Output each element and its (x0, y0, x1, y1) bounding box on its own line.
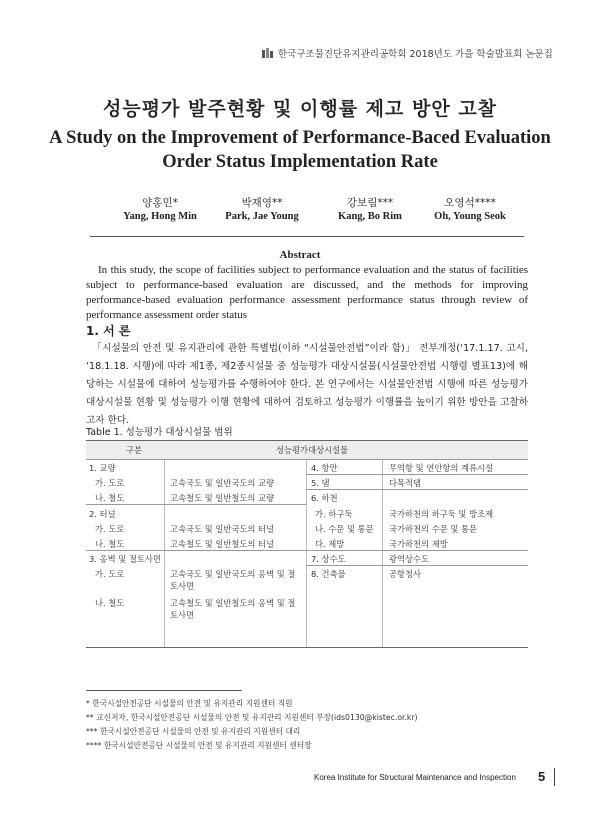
page-number-bar (554, 768, 555, 786)
journal-name: 한국구조물진단유지관리공학회 2018년도 가을 학술발표회 논문집 (278, 49, 553, 60)
facility-table (86, 440, 528, 648)
author (400, 196, 540, 224)
footnote: ** 교신저자, 한국시설안전공단 시설물의 안전 및 유지관리 지원센터 부장(ids0130@kistec.or.kr) (86, 713, 418, 722)
footnote: *** 한국시설안전공단 시설물의 안전 및 유지관리 지원센터 대리 (86, 727, 301, 736)
author-name-ko: 양홍민* (142, 197, 178, 209)
author-name-ko: 강보림*** (346, 197, 394, 209)
table-cell: 나. 철도 (95, 493, 125, 503)
author-name-ko: 오영석**** (444, 197, 496, 209)
author-name-en: Kang, Bo Rim (338, 211, 402, 222)
table-cell: 가. 도로 (95, 478, 125, 488)
section-heading: 1. 서 론 (86, 324, 131, 338)
table-cell: 가. 하구둑 (315, 509, 353, 519)
table-cell: 4. 항만 (311, 463, 338, 473)
divider (90, 236, 524, 237)
table-cell: 가. 도로 (95, 524, 125, 534)
author-name-en: Yang, Hong Min (123, 211, 197, 222)
table-cell: 광역상수도 (389, 554, 430, 564)
table-cell: 2. 터널 (89, 509, 116, 519)
table-cell: 고속철도 및 일반철도의 교량 (170, 493, 275, 503)
table-cell: 나. 철도 (95, 539, 125, 549)
table-header: 성능평가대상시설물 (276, 445, 349, 455)
table-header: 구분 (126, 445, 143, 455)
title-english: A Study on the Improvement of Performance-Baced Evaluation Order Status Implementation Rate (49, 128, 551, 172)
footnote-divider (86, 690, 242, 691)
table-cell: 국가하천의 수문 및 통문 (389, 524, 478, 534)
table-cell: 8. 건축물 (311, 569, 346, 579)
table-cell: 1. 교량 (89, 463, 116, 473)
title-korean: 성능평가 발주현황 및 이행률 제고 방안 고찰 (102, 98, 498, 120)
table-cell: 고속철도 및 일반철도의 터널 (170, 539, 275, 549)
abstract-heading: Abstract (279, 249, 321, 261)
table-cell: 가. 도로 (95, 569, 125, 579)
table-cell: 국가하천의 하구둑 및 방조제 (389, 509, 494, 519)
author-name-en: Park, Jae Young (225, 211, 299, 222)
table-cell: 다목적댐 (389, 478, 422, 488)
page-number: 5 (538, 769, 546, 784)
footnote: * 한국시설안전공단 시설물의 안전 및 유지관리 지원센터 직원 (86, 699, 293, 708)
table-cell: 고속국도 및 일반국도의 터널 (170, 524, 275, 534)
table-cell: 고속국도 및 일반국도의 교량 (170, 478, 275, 488)
table-cell: 나. 철도 (95, 598, 125, 608)
footer-org: Korea Institute for Structural Maintenance and Inspection (314, 773, 516, 782)
table-cell: 무역항 및 연안항의 계류시설 (389, 463, 494, 473)
table-cell: 3. 옹벽 및 절토사면 (89, 554, 161, 564)
author-name-en: Oh, Young Seok (434, 211, 506, 222)
table-cell: 5. 댐 (311, 478, 330, 488)
journal-header (262, 46, 562, 60)
table-cell: 6. 하천 (311, 493, 338, 503)
table-cell: 다. 제방 (315, 539, 345, 549)
section-body: 「시설물의 안전 및 유지관리에 관한 특별법(이하 “시설물안전법”이라 함)」 전부개정(‘17.1.17. 고시, ‘18.1.18. 시행)에 따라 제1종, 제2종시설물 중 성능평가 대상시설물(시설물안전법 시행령 별표13)에 해당하는 시설물에 대하여 성능평가를 수행하여야 한다. 본 연구에서는 시설물안전법 시행에 따른 성능평가 대상시설물 현황 및 성능평가 이행 현황에 대하여 검토하고 성능평가 이행률을 높이기 위한 방안을 고찰하고자 한다. (86, 343, 528, 426)
journal-logo-icon (262, 48, 274, 58)
author-name-ko: 박재영** (241, 197, 283, 209)
table-cell: 나. 수문 및 통문 (315, 524, 374, 534)
abstract-text: In this study, the scope of facilities subject to performance evaluation and the status of facilities subject to performance-based evaluation are discussed, and the methods for improving performance-based evaluation performance assessment performance status through review of performance assessment order status (86, 264, 528, 321)
table-cell: 고속국도 및 일반국도의 옹벽 및 절토사면 (170, 569, 296, 591)
table-cell: 공항청사 (389, 569, 422, 579)
table-cell: 7. 상수도 (311, 554, 346, 564)
footnote: **** 한국시설안전공단 시설물의 안전 및 유지관리 지원센터 센터장 (86, 741, 312, 750)
table-cell: 국가하천의 제방 (389, 539, 448, 549)
table-caption: Table 1. 성능평가 대상시설물 범위 (86, 427, 233, 438)
table-cell: 고속철도 및 일반철도의 옹벽 및 절토사면 (170, 598, 296, 620)
